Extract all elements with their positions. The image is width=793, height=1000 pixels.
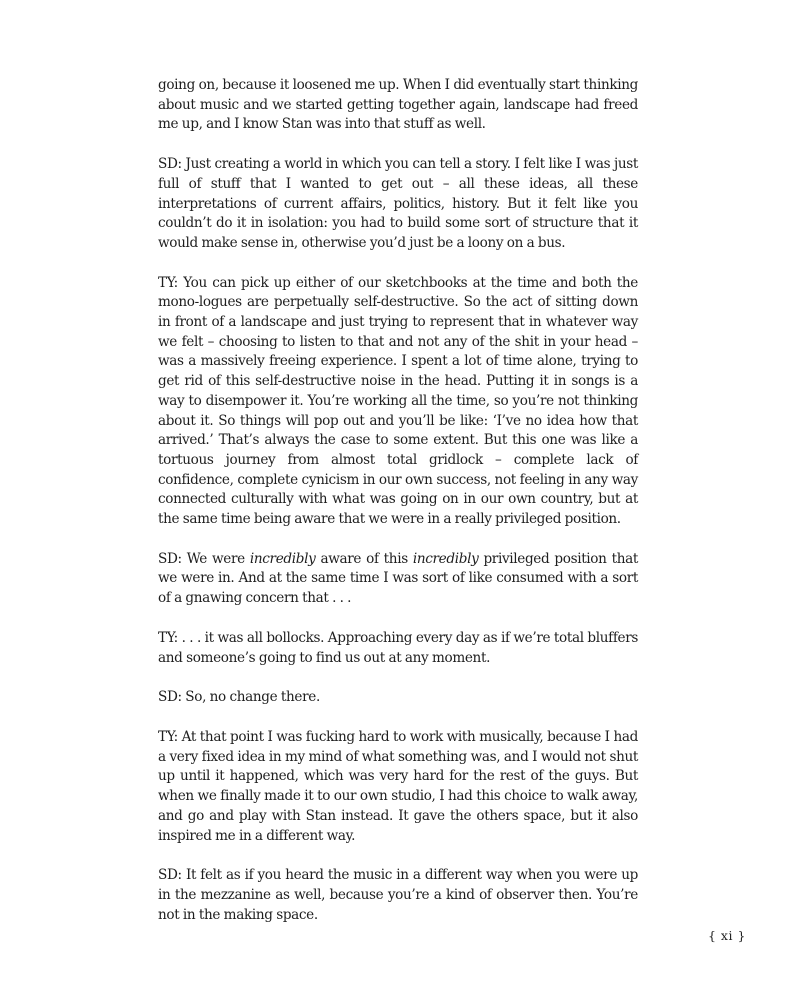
paragraph-text-segment: aware of this xyxy=(315,550,413,567)
paragraph-ty-musically: TY: At that point I was fucking hard to work with musically, because I had a very fixed idea in my mind of what something was, and I would not shut up until it happened, which was very hard for the rest of the guys. But when we finally made it to our own studio, I had this choice to walk away, and go and play with Stan instead. It gave the others space, but it also inspired me in a different way. xyxy=(158,728,638,844)
paragraph-ty-bollocks: TY: . . . it was all bollocks. Approaching every day as if we’re total bluffers and someone’s going to find us out at any moment. xyxy=(158,629,638,666)
page-number: { xi } xyxy=(708,928,746,943)
emphasis-text: incredibly xyxy=(249,550,316,567)
paragraph-sd-privileged xyxy=(158,550,638,609)
paragraph-intro-continuation: going on, because it loosened me up. When I did eventually start thinking about music and we started getting together again, landscape had freed me up, and I know Stan was into that stuff as well. xyxy=(158,77,638,133)
paragraph-sd-mezzanine: SD: It felt as if you heard the music in a different way when you were up in the mezzanine as well, because you’re a kind of observer then. You’re not in the making space. xyxy=(158,867,638,923)
paragraph-text-segment: SD: We were xyxy=(158,550,250,567)
paragraph-text-segment: privileged position that we were in. And at the same time I was sort of like consumed with a sort of a gnawing concern that . . . xyxy=(158,550,638,607)
paragraph-ty-sketchbooks: TY: You can pick up either of our sketchbooks at the time and both the mono-logues are perpetually self-destructive. So the act of sitting down in front of a landscape and just trying to represent that in whatever way we felt – choosing to listen to that and not any of the shit in your head – was a massively freeing experience. I spent a lot of time alone, trying to get rid of this self-destructive noise in the head. Putting it in songs is a way to disempower it. You’re working all the time, so you’re not thinking about it. So things will pop out and you’ll be like: ‘I’ve no idea how that arrived.’ That’s always the case to some extent. But this one was like a tortuous journey from almost total gridlock – complete lack of confidence, complete cynicism in our own success, not feeling in any way connected culturally with what was going on in our own country, but at the same time being aware that we were in a really privileged position. xyxy=(158,274,638,528)
paragraph-sd-no-change: SD: So, no change there. xyxy=(158,689,320,706)
page-body xyxy=(158,76,638,945)
emphasis-text: incredibly xyxy=(412,550,479,567)
paragraph-sd-world: SD: Just creating a world in which you can tell a story. I felt like I was just full of stuff that I wanted to get out – all these ideas, all these interpretations of current affairs, politics, history. But it felt like you couldn’t do it in isolation: you had to build some sort of structure that it would make sense in, otherwise you’d just be a loony on a bus. xyxy=(158,156,638,251)
